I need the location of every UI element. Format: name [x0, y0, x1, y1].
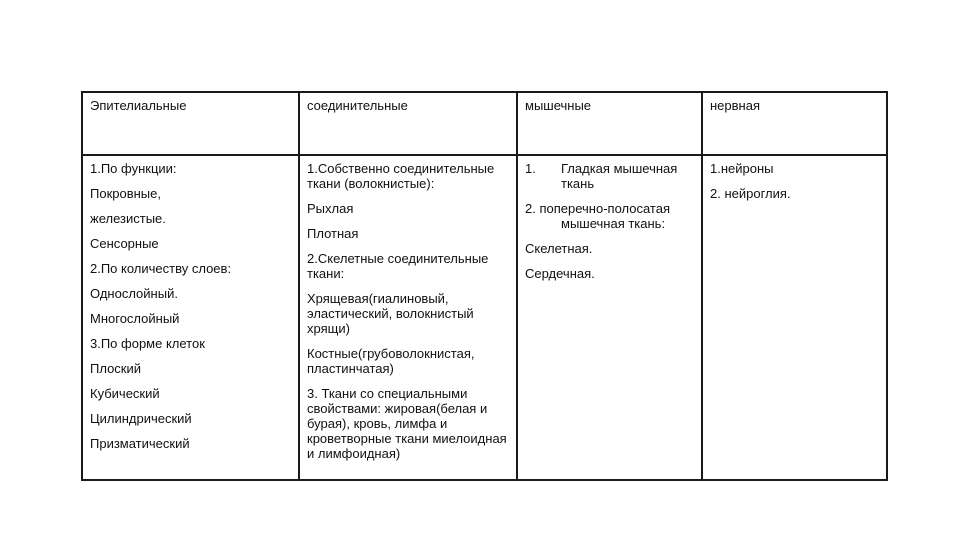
connective-item: 2.Скелетные соединительные ткани:	[307, 251, 489, 281]
cell-nervous	[702, 155, 887, 480]
epithelial-item: 3.По форме клеток	[90, 336, 205, 351]
nervous-item: 2. нейроглия.	[710, 186, 791, 201]
body-row	[82, 155, 887, 480]
header-nervous: нервная	[702, 92, 887, 155]
cell-epithelial	[82, 155, 299, 480]
epithelial-item: Многослойный	[90, 311, 180, 326]
muscle-item-1-line2: ткань	[561, 176, 595, 191]
header-muscle: мышечные	[517, 92, 702, 155]
header-epithelial: Эпителиальные	[82, 92, 299, 155]
epithelial-item: Плоский	[90, 361, 142, 376]
connective-item: Хрящевая(гиалиновый, эластический, волокнистый хрящи)	[307, 291, 474, 336]
epithelial-item: 2.По количеству слоев:	[90, 261, 232, 276]
epithelial-item: Кубический	[90, 386, 160, 401]
epithelial-item: Призматический	[90, 436, 190, 451]
header-row	[82, 92, 887, 155]
muscle-item-1-line1: Гладкая мышечная	[561, 161, 678, 176]
muscle-item-4: Сердечная.	[525, 266, 595, 281]
muscle-item-2-line2: мышечная ткань:	[561, 216, 666, 231]
epithelial-item: Однослойный.	[90, 286, 178, 301]
epithelial-item: железистые.	[90, 211, 166, 226]
header-connective: соединительные	[299, 92, 517, 155]
epithelial-item: Цилиндрический	[90, 411, 192, 426]
connective-item: Рыхлая	[307, 201, 354, 216]
muscle-item-1-number: 1.	[525, 161, 536, 176]
connective-item: 1.Собственно соединительные ткани (волокнистые):	[307, 161, 495, 191]
muscle-item-1	[525, 161, 694, 176]
epithelial-item: Сенсорные	[90, 236, 159, 251]
connective-item: Костные(грубоволокнистая, пластинчатая)	[307, 346, 475, 376]
muscle-item-2-line1: 2. поперечно-полосатая	[525, 201, 670, 216]
connective-item: Плотная	[307, 226, 359, 241]
muscle-item-3: Скелетная.	[525, 241, 593, 256]
connective-item: 3. Ткани со специальными свойствами: жировая(белая и бурая), кровь, лимфа и кроветворные ткани миелоидная и лимфоидная)	[307, 386, 507, 461]
tissue-table	[81, 91, 888, 481]
cell-connective	[299, 155, 517, 480]
cell-muscle	[517, 155, 702, 480]
epithelial-item: 1.По функции:	[90, 161, 177, 176]
epithelial-item: Покровные,	[90, 186, 161, 201]
nervous-item: 1.нейроны	[710, 161, 774, 176]
